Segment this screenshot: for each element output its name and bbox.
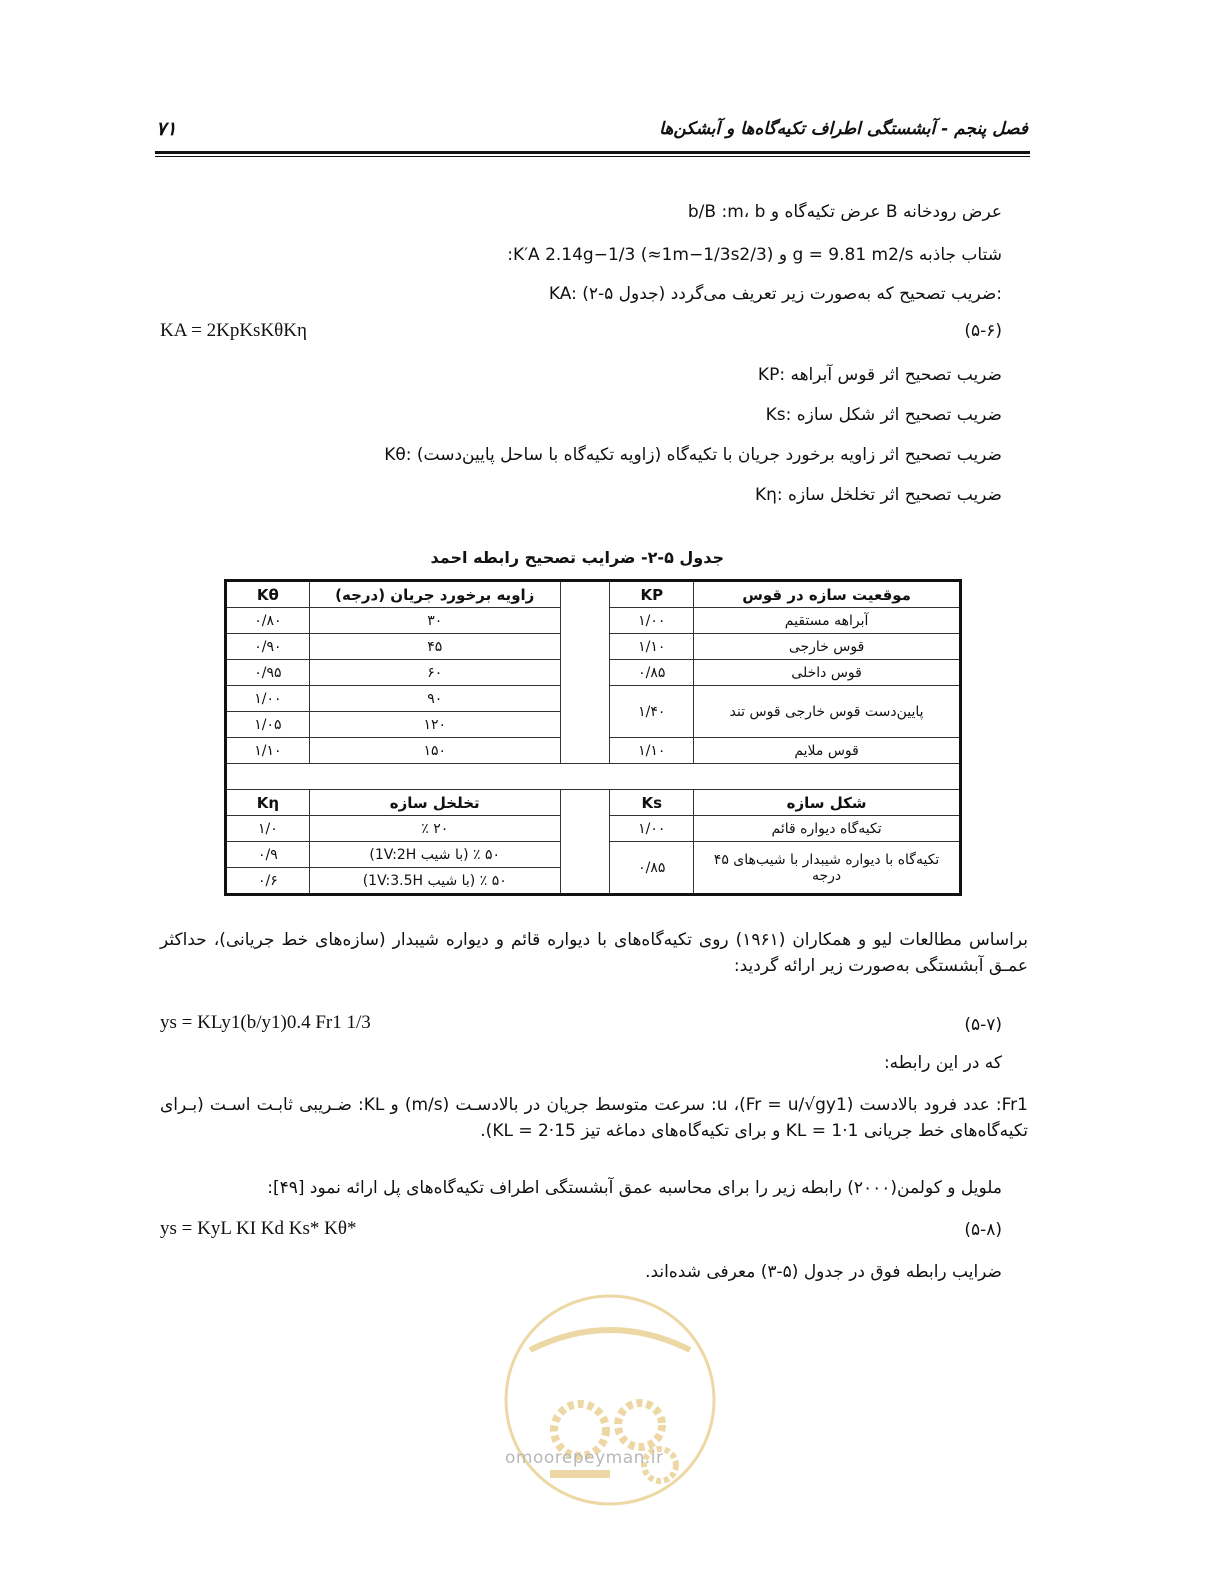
cell-keta: ۰/۶ (226, 868, 310, 895)
eq7: ys = KLy1(b/y1)0.4 Fr1 1/3 (160, 1012, 371, 1033)
cell-porosity: ۵۰ ٪ (با شیب 1V:2H) (309, 842, 560, 868)
header-ks: Ks (610, 790, 694, 816)
table-separator-row (226, 764, 961, 790)
cell-kp: ۱/۰۰ (610, 608, 694, 634)
paragraph-liu: براساس مطالعات لیو و همکاران (۱۹۶۱) روی تکیه‌گاه‌های با دیواره قائم و دیواره شیبدار (سازه‌های خط جریانی)، حداکثر عمـق آبشستگی به‌صورت زیر ارائه گردید: (160, 930, 1028, 976)
cell-angle: ۱۲۰ (309, 712, 560, 738)
paragraph-froude: Fr1: عدد فرود بالادست (Fr = u/√gy1)، u: سرعت متوسط جریان در بالادسـت (m/s) و KL: ضـریبی ثابـت اسـت (بـرای تکیه‌گاه‌های خط جریانی KL = 1·1 و برای تکیه‌گاه‌های دماغه تیز KL = 2·15). (160, 1095, 1028, 1141)
chapter-title: فصل پنجم - آبشستگی اطراف تکیه‌گاه‌ها و آبشکن‌ها (659, 119, 1028, 139)
table-gap (560, 581, 610, 764)
header-position: موقعیت سازه در قوس (694, 581, 961, 608)
header-shape: شکل سازه (694, 790, 961, 816)
table-caption: جدول ۵-۲- ضرایب تصحیح رابطه احمد (430, 548, 724, 567)
cell-keta: ۱/۰ (226, 816, 310, 842)
eq6: KA = 2KpKsKθKη (160, 320, 307, 341)
cell-ks: ۱/۰۰ (610, 816, 694, 842)
watermark-site: omoorepeyman.ir (505, 1448, 664, 1468)
def-b-B: b/B :m، b عرض تکیه‌گاه و B عرض رودخانه (687, 202, 1002, 222)
cell-angle: ۶۰ (309, 660, 560, 686)
cell-position: پایین‌دست قوس خارجی قوس تند (694, 686, 961, 738)
eq8-number: (۵-۸) (964, 1220, 1002, 1240)
header-keta: Kη (226, 790, 310, 816)
cell-shape: تکیه‌گاه دیواره قائم (694, 816, 961, 842)
cell-ks: ۰/۸۵ (610, 842, 694, 895)
watermark-logo (500, 1290, 720, 1510)
cell-ktheta: ۱/۰۰ (226, 686, 310, 712)
header-porosity: تخلخل سازه (309, 790, 560, 816)
table-gap (560, 790, 610, 895)
cell-keta: ۰/۹ (226, 842, 310, 868)
def-KA: KA: ضریب تصحیح که به‌صورت زیر تعریف می‌گردد (جدول ۵-۲): (548, 284, 1002, 304)
cell-position: قوس ملایم (694, 738, 961, 764)
cell-angle: ۹۰ (309, 686, 560, 712)
def-Ktheta: Kθ: ضریب تصحیح اثر زاویه برخورد جریان با تکیه‌گاه (زاویه تکیه‌گاه با ساحل پایین‌دست) (384, 445, 1002, 465)
cell-angle: ۳۰ (309, 608, 560, 634)
table-header-row (226, 790, 961, 816)
cell-angle: ۴۵ (309, 634, 560, 660)
cell-kp: ۰/۸۵ (610, 660, 694, 686)
def-Ks: Ks: ضریب تصحیح اثر شکل سازه (765, 405, 1002, 425)
eq6-number: (۵-۶) (964, 321, 1002, 341)
where-text: که در این رابطه: (883, 1053, 1002, 1073)
page-number: ۷۱ (156, 118, 177, 140)
cell-porosity: ۵۰ ٪ (با شیب 1V:3.5H) (309, 868, 560, 895)
cell-position: قوس خارجی (694, 634, 961, 660)
cell-ktheta: ۰/۹۵ (226, 660, 310, 686)
cell-ktheta: ۰/۸۰ (226, 608, 310, 634)
eq8: ys = KyL KI Kd Ks* Kθ* (160, 1218, 357, 1239)
def-Kp: KP: ضریب تصحیح اثر قوس آبراهه (757, 365, 1002, 385)
header-kp: KP (610, 581, 694, 608)
table-header-row (226, 581, 961, 608)
coefficients-table (224, 579, 962, 896)
cell-ktheta: ۱/۱۰ (226, 738, 310, 764)
cell-kp: ۱/۱۰ (610, 738, 694, 764)
cell-kp: ۱/۴۰ (610, 686, 694, 738)
cell-ktheta: ۱/۰۵ (226, 712, 310, 738)
def-KA-prime: :K′A 2.14g−1/3 (≈1m−1/3s2/3) و g = 9.81 m2/s شتاب جاذبه (507, 245, 1002, 265)
header-angle: زاویه برخورد جریان (درجه) (309, 581, 560, 608)
cell-position: قوس داخلی (694, 660, 961, 686)
eq7-number: (۵-۷) (964, 1015, 1002, 1035)
header-rule-thin (155, 156, 1030, 157)
cell-kp: ۱/۱۰ (610, 634, 694, 660)
header-ktheta: Kθ (226, 581, 310, 608)
cell-ktheta: ۰/۹۰ (226, 634, 310, 660)
paragraph-table-ref: ضرایب رابطه فوق در جدول (۵-۳) معرفی شده‌اند. (645, 1262, 1002, 1282)
cell-shape: تکیه‌گاه با دیواره شیبدار با شیب‌های ۴۵ درجه (694, 842, 961, 895)
table-separator (226, 764, 961, 790)
header-rule (155, 151, 1030, 154)
cell-angle: ۱۵۰ (309, 738, 560, 764)
cell-position: آبراهه مستقیم (694, 608, 961, 634)
paragraph-melville: ملویل و کولمن(۲۰۰۰) رابطه زیر را برای محاسبه عمق آبشستگی اطراف تکیه‌گاه‌های پل ارائه نمود [۴۹]: (267, 1178, 1002, 1198)
cell-porosity: ۲۰ ٪ (309, 816, 560, 842)
def-Keta: Kη: ضریب تصحیح اثر تخلخل سازه (754, 485, 1002, 505)
